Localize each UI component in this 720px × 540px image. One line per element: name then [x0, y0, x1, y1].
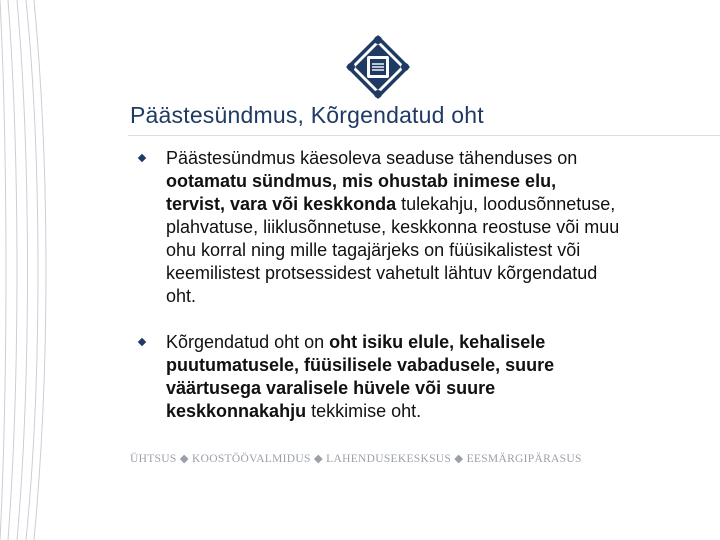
slide-title: Päästesündmus, Kõrgendatud oht: [130, 102, 484, 128]
diamond-bullet-icon: [138, 154, 146, 162]
bullet-item: [130, 147, 620, 308]
title-divider: [128, 135, 720, 136]
decorative-curved-lines: [0, 0, 60, 540]
diamond-bullet-icon: [138, 338, 146, 346]
bullet-item: [130, 331, 620, 423]
bullet-text-part: tekkimise oht.: [306, 401, 422, 421]
bullet-list: [130, 147, 620, 423]
bullet-text-part: Kõrgendatud oht on: [166, 332, 330, 352]
bullet-text-part: Päästesündmus käesoleva seaduse tähenduses on: [166, 148, 578, 168]
bullet-text-part-bold: oht isiku elule, kehalisele puutumatusele, füüsilisele vabadusele, suure väärtusega varalisele hüvele või suure keskkonnakahju: [166, 332, 555, 421]
bullet-text-part-bold: ootamatu sündmus, mis ohustab inimese elu, tervist, vara või keskkonda: [166, 171, 557, 214]
rescue-board-emblem-icon: [345, 34, 411, 100]
bullet-text-part: tulekahju, loodusõnnetuse, plahvatuse, liiklusõnnetuse, keskkonna reostuse või muu ohu korral ning mille tagajärjeks on füüsikalistest või keemilistest protsessidest vahetult lähtuv kõrgendatud oht.: [166, 194, 620, 306]
footer-values: ÜHTSUS ◆ KOOSTÖÖVALMIDUS ◆ LAHENDUSEKESKSUS ◆ EESMÄRGIPÄRASUS: [130, 453, 582, 465]
